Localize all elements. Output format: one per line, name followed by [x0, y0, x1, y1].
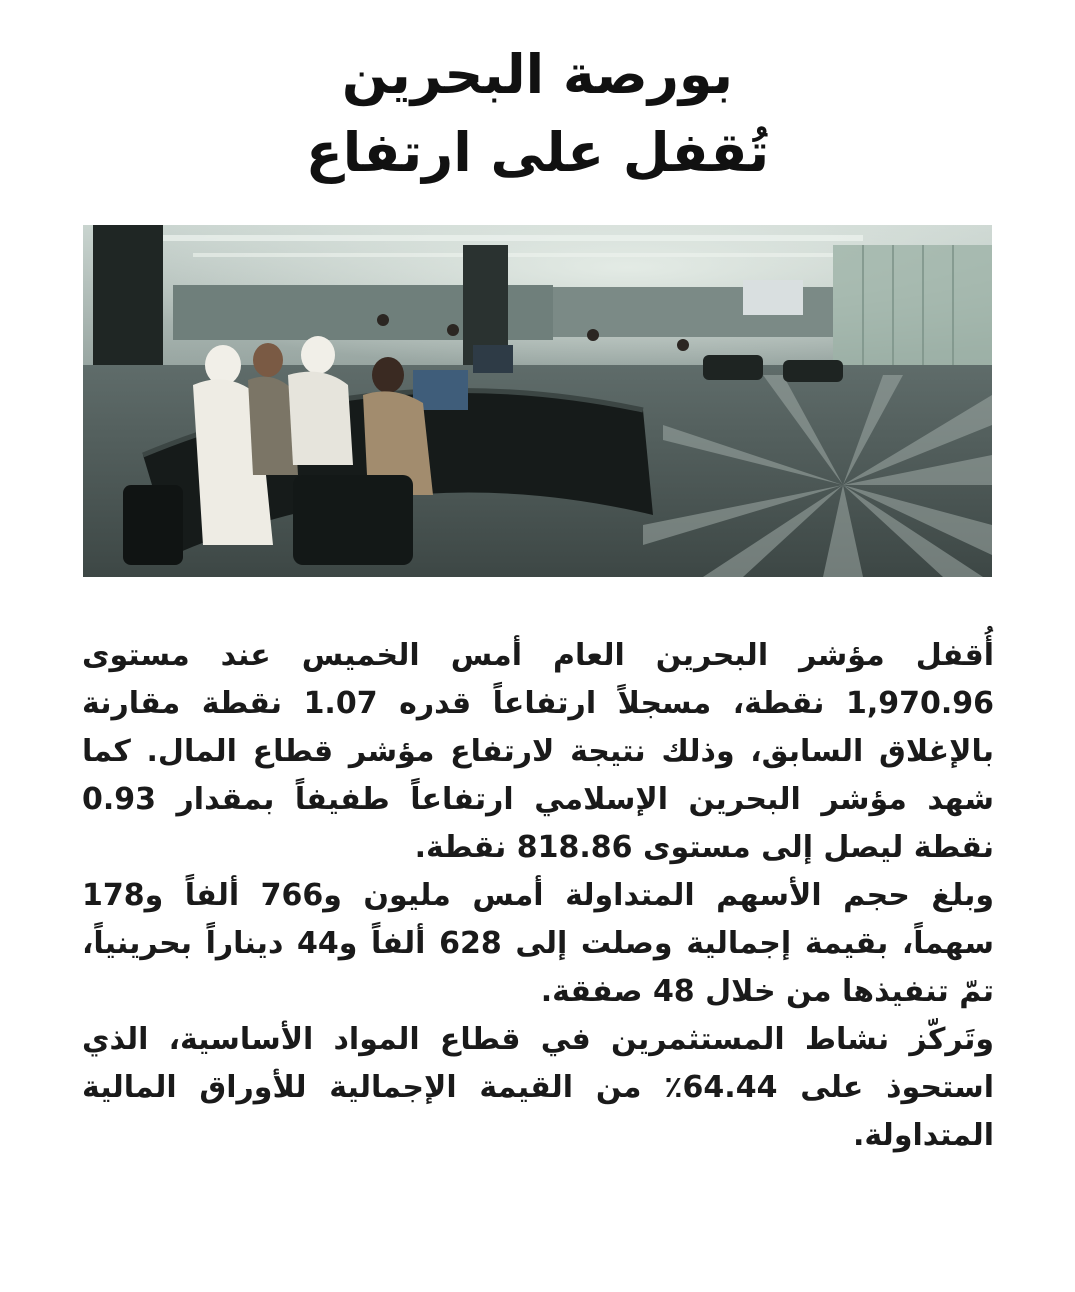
article-photo [83, 225, 992, 577]
article-body [82, 632, 994, 1160]
article-paragraph-3: وتَركّز نشاط المستثمرين في قطاع المواد الأساسية، الذي استحوذ على 64.44٪ من القيمة الإجمالية للأوراق المالية المتداولة. [82, 1022, 994, 1153]
article-paragraph-1: أُقفل مؤشر البحرين العام أمس الخميس عند مستوى 1,970.96 نقطة، مسجلاً ارتفاعاً قدره 1.07 نقطة مقارنة بالإغلاق السابق، وذلك نتيجة لارتفاع مؤشر قطاع المال. كما شهد مؤشر البحرين الإسلامي ارتفاعاً طفيفاً بمقدار 0.93 نقطة ليصل إلى مستوى 818.86 نقطة. [82, 638, 994, 865]
article-paragraph-2: وبلغ حجم الأسهم المتداولة أمس مليون و766 ألفاً و178 سهماً، بقيمة إجمالية وصلت إلى 628 ألفاً و44 ديناراً بحرينياً، تمّ تنفيذها من خلال 48 صفقة. [82, 878, 994, 1009]
headline [0, 36, 1075, 192]
headline-line-2: تُقفل على ارتفاع [305, 121, 770, 184]
headline-line-1: بورصة البحرين [341, 43, 734, 106]
